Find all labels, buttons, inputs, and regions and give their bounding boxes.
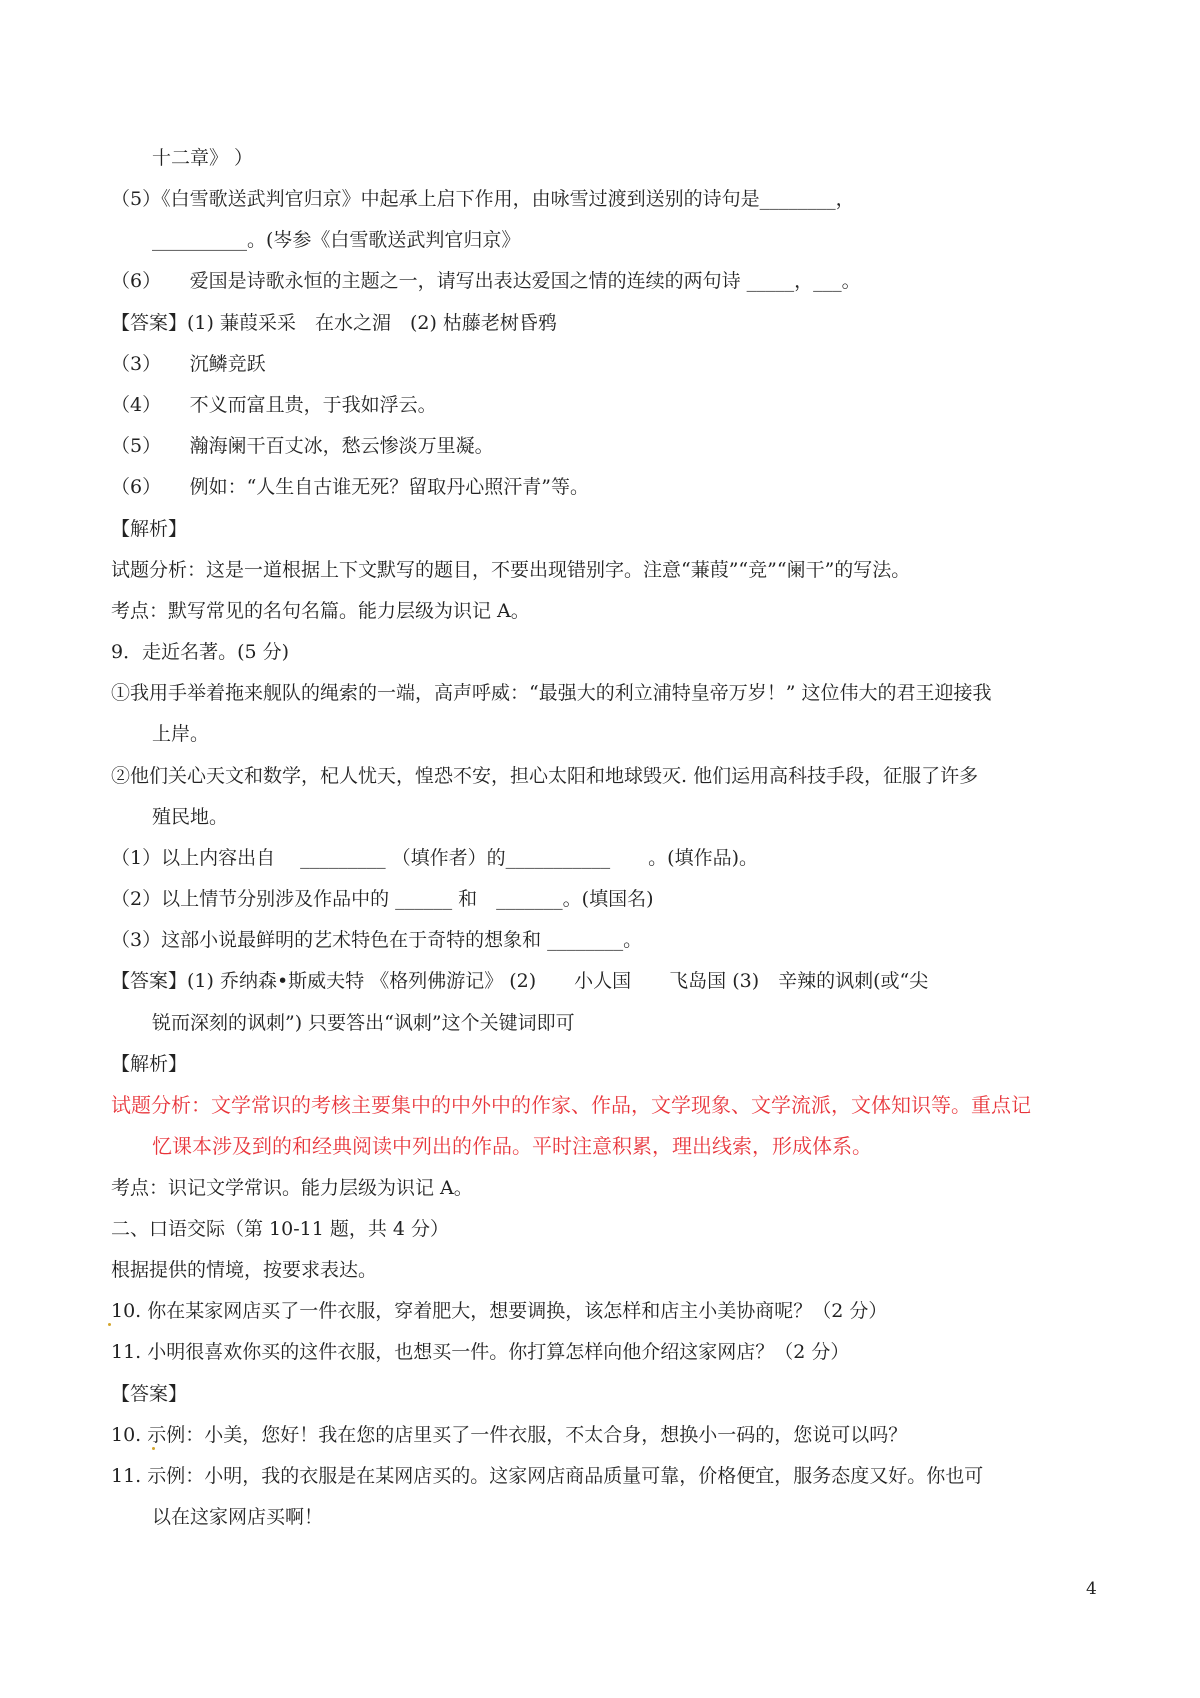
text-line: （3）这部小说最鲜明的艺术特色在于奇特的想象和 ________。 bbox=[111, 929, 643, 951]
page-number: 4 bbox=[1086, 1579, 1097, 1599]
text-line: 殖民地。 bbox=[152, 806, 229, 828]
section-heading: 二、口语交际（第 10-11 题，共 4 分） bbox=[111, 1218, 450, 1240]
text-line: 考点：默写常见的名句名篇。能力层级为识记 A。 bbox=[111, 600, 530, 622]
text-line: （3） 沉鳞竞跃 bbox=[111, 353, 266, 375]
section-label: 【答案】 bbox=[111, 1383, 188, 1405]
text-line: __________。(岑参《白雪歌送武判官归京》 bbox=[152, 229, 521, 251]
marker-dot bbox=[108, 1323, 111, 1326]
text-line: （4） 不义而富且贵，于我如浮云。 bbox=[111, 394, 437, 416]
text-line: 根据提供的情境，按要求表达。 bbox=[111, 1259, 378, 1281]
answer-line: 11. 示例：小明，我的衣服是在某网店买的。这家网店商品质量可靠，价格便宜，服务态度又好。你也可 bbox=[111, 1465, 984, 1487]
question-line: 11. 小明很喜欢你买的这件衣服，也想买一件。你打算怎样向他介绍这家网店？（2 分） bbox=[111, 1341, 850, 1363]
question-heading: 9．走近名著。(5 分) bbox=[111, 641, 290, 663]
text-line: （2）以上情节分别涉及作品中的 ______ 和 _______。(填国名) bbox=[111, 888, 654, 910]
text-line: ①我用手举着拖来舰队的绳索的一端，高声呼威：“最强大的利立浦特皇帝万岁！” 这位伟大的君王迎接我 bbox=[111, 682, 992, 704]
text-line: 十二章》 ） bbox=[152, 147, 254, 169]
section-label: 【解析】 bbox=[111, 1053, 188, 1075]
text-line: 【答案】(1) 蒹葭采采 在水之湄 (2) 枯藤老树昏鸦 bbox=[111, 312, 557, 334]
highlighted-analysis-line: 试题分析：文学常识的考核主要集中的中外中的作家、作品，文学现象、文学流派，文体知识等。重点记 bbox=[111, 1093, 1031, 1117]
answer-line: 10. 示例：小美，您好！我在您的店里买了一件衣服，不太合身，想换小一码的，您说可以吗？ bbox=[111, 1424, 908, 1446]
text-line: （5）《白雪歌送武判官归京》中起承上启下作用，由咏雪过渡到送别的诗句是________， bbox=[111, 188, 855, 210]
text-line: 考点：识记文学常识。能力层级为识记 A。 bbox=[111, 1177, 473, 1199]
marker-dot bbox=[152, 1447, 155, 1450]
text-line: ②他们关心天文和数学，杞人忧天，惶恐不安，担心太阳和地球毁灭. 他们运用高科技手段，征服了许多 bbox=[111, 765, 979, 787]
text-line: （1）以上内容出自 _________ （填作者）的___________ 。(填作品)。 bbox=[111, 847, 758, 869]
answer-line: 以在这家网店买啊！ bbox=[152, 1506, 324, 1528]
text-line: 【答案】(1) 乔纳森•斯威夫特 《格列佛游记》 (2) 小人国 飞岛国 (3) 辛辣的讽刺(或“尖 bbox=[111, 970, 929, 992]
text-line: 上岸。 bbox=[152, 723, 210, 745]
question-line: 10. 你在某家网店买了一件衣服，穿着肥大，想要调换，该怎样和店主小美协商呢？（2 分） bbox=[111, 1300, 888, 1322]
text-line: （5） 瀚海阑干百丈冰，愁云惨淡万里凝。 bbox=[111, 435, 494, 457]
section-label: 【解析】 bbox=[111, 518, 188, 540]
highlighted-analysis-line: 忆课本涉及到的和经典阅读中列出的作品。平时注意积累，理出线索，形成体系。 bbox=[152, 1134, 872, 1158]
text-line: 锐而深刻的讽刺”) 只要答出“讽刺”这个关键词即可 bbox=[152, 1012, 575, 1034]
text-line: （6） 例如：“人生自古谁无死？留取丹心照汗青”等。 bbox=[111, 476, 590, 498]
text-line: （6） 爱国是诗歌永恒的主题之一，请写出表达爱国之情的连续的两句诗 _____，___。 bbox=[111, 270, 861, 292]
text-line: 试题分析：这是一道根据上下文默写的题目，不要出现错别字。注意“蒹葭”“竞”“阑干”的写法。 bbox=[111, 559, 911, 581]
